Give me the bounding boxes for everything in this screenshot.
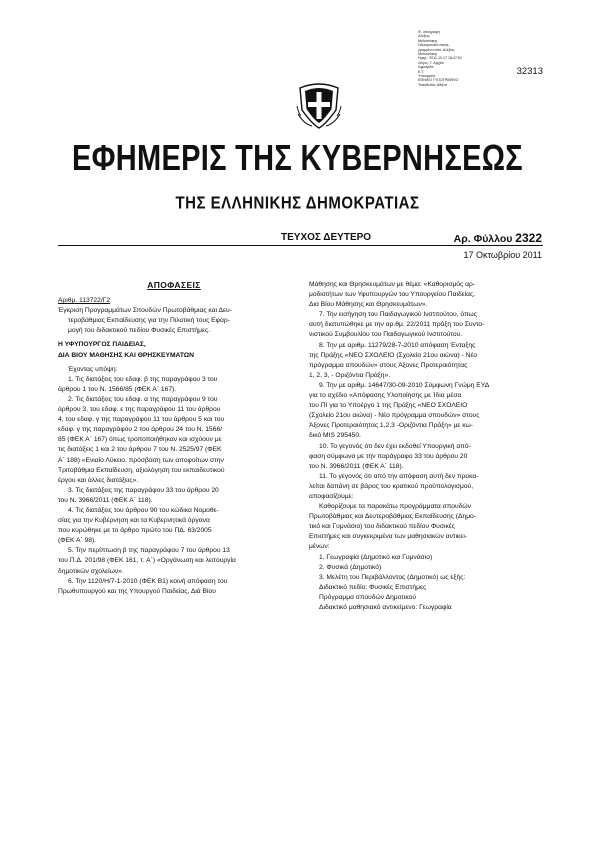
right-text-line: του Ν. 3966/2011 (ΦΕΚ Α΄ 118). — [309, 462, 404, 470]
right-text-line: 8. Την με αριθμ. 11279/28-7-2010 απόφαση Ένταξης — [319, 341, 476, 349]
signature-line: Μελισσάκης — [418, 38, 438, 43]
left-text-line: του Π.Δ. 201/98 (ΦΕΚ 161, τ. Α΄) «Οργάνωση και λειτουργία — [58, 557, 236, 565]
sheet-label: Αρ. Φύλλου — [453, 233, 516, 245]
right-text-line: Πρωτοβάθμιας και Δευτεροβάθμιας Εκπαίδευσης (Δημο- — [309, 513, 476, 521]
left-text-line: Η ΥΦΥΠΟΥΡΓΟΣ ΠΑΙΔΕΙΑΣ, — [58, 341, 146, 349]
issue-series: ΤΕΥΧΟΣ ΔΕΥΤΕΡΟ — [281, 232, 372, 243]
left-text-line: ΔΙΑ ΒΙΟΥ ΜΑΘΗΣΗΣ ΚΑΙ ΘΡΗΣΚΕΥΜΑΤΩΝ — [58, 351, 194, 359]
right-text-line: 9. Την με αριθμ. 14647/30-09-2010 Σύμφωνη Γνώμη ΕΥΔ — [319, 381, 490, 389]
signature-line: Λόγος: Γ. Αρχείο — [418, 60, 445, 65]
sheet-number — [454, 231, 542, 245]
gazette-title: ΕΦΗΜΕΡΙΣ ΤΗΣ ΚΥΒΕΡΝΗΣΕΩΣ — [72, 138, 523, 179]
left-text-line: τις διατάξεις 1 και 2 του άρθρου 7 του Ν. 2525/97 (ΦΕΚ — [58, 446, 222, 454]
digital-signature-block — [418, 30, 480, 87]
right-text-line: (Σχολείο 21ου αιώνα) - Νέο πρόγραμμα σπουδών» στους — [309, 412, 480, 420]
left-text-line: Έγκριση Προγραμμάτων Σπουδών Πρωτοβάθμιας και Δευ- — [58, 307, 232, 315]
signature-line: Ε.Τ. — [418, 69, 425, 74]
right-text-line: δικό MIS 295450. — [309, 432, 361, 440]
right-text-line: τικό και Γυμνάσιο) του διδακτικού πεδίου Φυσικές — [309, 523, 455, 531]
left-text-line: του Ν. 3966/2011 (ΦΕΚ Α΄ 118). — [58, 496, 153, 504]
greek-coat-of-arms-emblem — [296, 80, 342, 130]
left-text-line: που κυρώθηκε με το άρθρο πρώτο του ΠΔ. 63/2005 — [58, 527, 212, 535]
left-text-line: εδαφ. γ της παραγράφου 2 του άρθρου 24 του Ν. 1566/ — [58, 426, 223, 434]
sheet-number-value: 2322 — [515, 231, 542, 245]
right-text-line: 10. Το γεγονός ότι δεν έχει εκδοθεί Υπουργική από- — [319, 442, 471, 450]
right-text-line: λείται δαπάνη σε βάρος του κρατικού προϋπολογισμού, — [309, 482, 474, 490]
right-text-line: της Πράξης «ΝΕΟ ΣΧΟΛΕΙΟ (Σχολείο 21ου αιώνα) - Νέο — [309, 351, 478, 359]
signature-line: Ψ. υπογραφή — [418, 30, 440, 34]
right-text-line: 11. Το γεγονός ότι από την απόφαση αυτή δεν προκα- — [319, 472, 479, 480]
left-column — [58, 280, 290, 597]
left-text-line: (ΦΕΚ Α΄ 98). — [58, 537, 97, 545]
left-text-line: τεροβάθμιας Εκπαίδευσης για την Πιλοτική τους Εφαρ- — [68, 317, 230, 325]
right-text-line: Διδακτικό πεδίο: Φυσικές Επιστήμες — [319, 583, 427, 591]
right-text-line: Δια Βίου Μάθησης και Θρησκευμάτων». — [309, 301, 428, 309]
gazette-subtitle: ΤΗΣ ΕΛΛΗΝΙΚΗΣ ΔΗΜΟΚΡΑΤΙΑΣ — [175, 193, 420, 214]
right-text-line: Άξονες Προτεραιότητας 1,2,3 -Οριζόντια Πράξη» με κω- — [309, 422, 473, 430]
left-text-line: μογή του διδακτικού πεδίου Φυσικές Επιστήμες. — [68, 327, 211, 335]
left-text-line: 5. Την περίπτωση β της παραγράφου 7 του άρθρου 13 — [68, 547, 230, 555]
signature-line: ΕΘΝΙΚΟ ΤΥΠΟΓΡΑΦΕΙΟ — [418, 78, 459, 83]
signature-line: Υπουργείο: — [418, 74, 437, 79]
left-text-line: έργου και άλλες διατάξεις». — [58, 476, 139, 484]
left-text-line: 2. Τις διατάξεις του εδαφ. α της παραγράφου 9 του — [68, 395, 218, 403]
right-text-line: 7. Την εισήγηση του Παιδαγωγικού Ινστιτούτου, όπως — [319, 311, 477, 319]
right-text-line: Επιστήμες και συγκεκριμένα των μαθησιακών αντικει- — [309, 533, 468, 541]
right-column — [309, 280, 543, 613]
header-divider — [58, 245, 543, 246]
right-text-line: για το σχέδιο «Απόφασης Υλοποίησης με Ίδια μέσα — [309, 392, 462, 400]
left-text-line: Α΄ 188) «Ενιαίο Λύκειο, πρόσβαση των αποφοίτων στην — [58, 456, 224, 464]
signature-line: Ημερ.: 2011.10.17 16:47:51 — [418, 56, 463, 61]
decisions-heading: ΑΠΟΦΑΣΕΙΣ — [147, 280, 201, 290]
right-text-line: αποφασίζουμε: — [309, 492, 354, 500]
left-text-line: Αριθμ. 113722/Γ2 — [58, 297, 111, 305]
right-text-line: 1, 2, 3, - Οριζόντια Πράξη». — [309, 371, 391, 379]
right-text-line: αυτή διατυπώθηκε με την αρ.θμ. 22/2011 πράξη του Συντο- — [309, 321, 485, 329]
left-text-line: 4, του εδαφ. γ της παραγράφου 11 του άρθρου 5 και του — [58, 416, 225, 424]
right-text-line: Μάθησης και Θρησκευμάτων με θέμα: «Καθορισμός αρ- — [309, 281, 475, 288]
signature-line: Μελισσάκης — [418, 52, 438, 57]
right-text-line: νιστικού Συμβουλίου του Παιδαγωγικού Ινστιτούτου. — [309, 331, 463, 339]
signature-line: Αλέξιος — [418, 34, 430, 39]
signature-line: Τοποθεσία: Αθήνα — [418, 82, 447, 87]
right-text-line: Καθορίζουμε τα παρακάτω προγράμματα σπουδών — [319, 503, 471, 511]
right-text-line: 3. Μελέτη του Περιβάλλοντος (Δημοτικό) ως εξής: — [319, 573, 466, 581]
right-text-line: μένων: — [309, 543, 330, 551]
right-text-line: του ΠΙ για το Υποέργο 1 της Πράξης «ΝΕΟ ΣΧΟΛΕΙΟ — [309, 402, 468, 410]
left-text-line: Τριτοβάθμια Εκπαίδευση, αξιολόγηση του εκπαιδευτικού — [58, 466, 225, 474]
left-text-line: 6. Την 1120/Η/7-1-2010 (ΦΕΚ Β1) κοινή απόφαση του — [68, 577, 228, 585]
left-text-line: 3. Τις διατάξεις της παραγράφου 33 του άρθρου 20 — [68, 486, 219, 494]
issue-date: 17 Οκτωβρίου 2011 — [463, 250, 542, 260]
right-text-line: μοδιοτήτων των Υφυπουργών του Υπουργείου Παιδείας, — [309, 291, 476, 299]
signature-line: Σφραγίδα — [418, 65, 434, 70]
right-text-line: 2. Φυσικά (Δημοτικό) — [319, 563, 382, 571]
right-text-line: Πρόγραμμα σπουδών Δημοτικού — [319, 593, 417, 601]
left-text-line: σίας για την Κυβέρνηση και τα Κυβερνητικά όργανα — [58, 517, 210, 525]
signature-line: Ηλεκτρονικά υπογε- — [418, 43, 450, 48]
right-text-line: 1. Γεωγραφία (Δημοτικό και Γυμνάσιο) — [319, 553, 433, 561]
right-text-line: πρόγραμμα σπουδών» στους Άξονες Προτεραιότητας — [309, 361, 468, 369]
left-text-line: δημοτικών σχολείων». — [58, 567, 124, 575]
left-text-line: άρθρου 1 του Ν. 1566/85 (ΦΕΚ Α΄ 167). — [58, 385, 177, 393]
page-number: 32313 — [516, 66, 543, 77]
left-text-line: Έχοντας υπόψη: — [68, 365, 118, 373]
right-text-line: φαση σύμφωνα με την παράγραφο 33 του άρθρου 20 — [309, 452, 468, 460]
left-text-line: 1. Τις διατάξεις του εδαφ. β της παραγράφου 3 του — [68, 375, 218, 383]
signature-line: γραμμένο από: Αλέξιος — [418, 47, 455, 52]
left-text-line: άρθρου 3, του εδαφ. ε της παραγράφου 11 του άρθρου — [58, 406, 221, 414]
left-text-line: Πρωθυπουργού και της Υπουργού Παιδείας, Διά Βίου — [58, 587, 216, 595]
right-text-line: Διδακτικό μαθησιακό αντικείμενο: Γεωγραφία — [319, 604, 452, 611]
left-text-line: 4. Τις διατάξεις του άρθρου 90 του κώδικα Νομοθε- — [68, 506, 219, 514]
left-text-line: 85 (ΦΕΚ Α΄ 167) όπως τροποποιήθηκαν και ισχύουν με — [58, 436, 222, 444]
